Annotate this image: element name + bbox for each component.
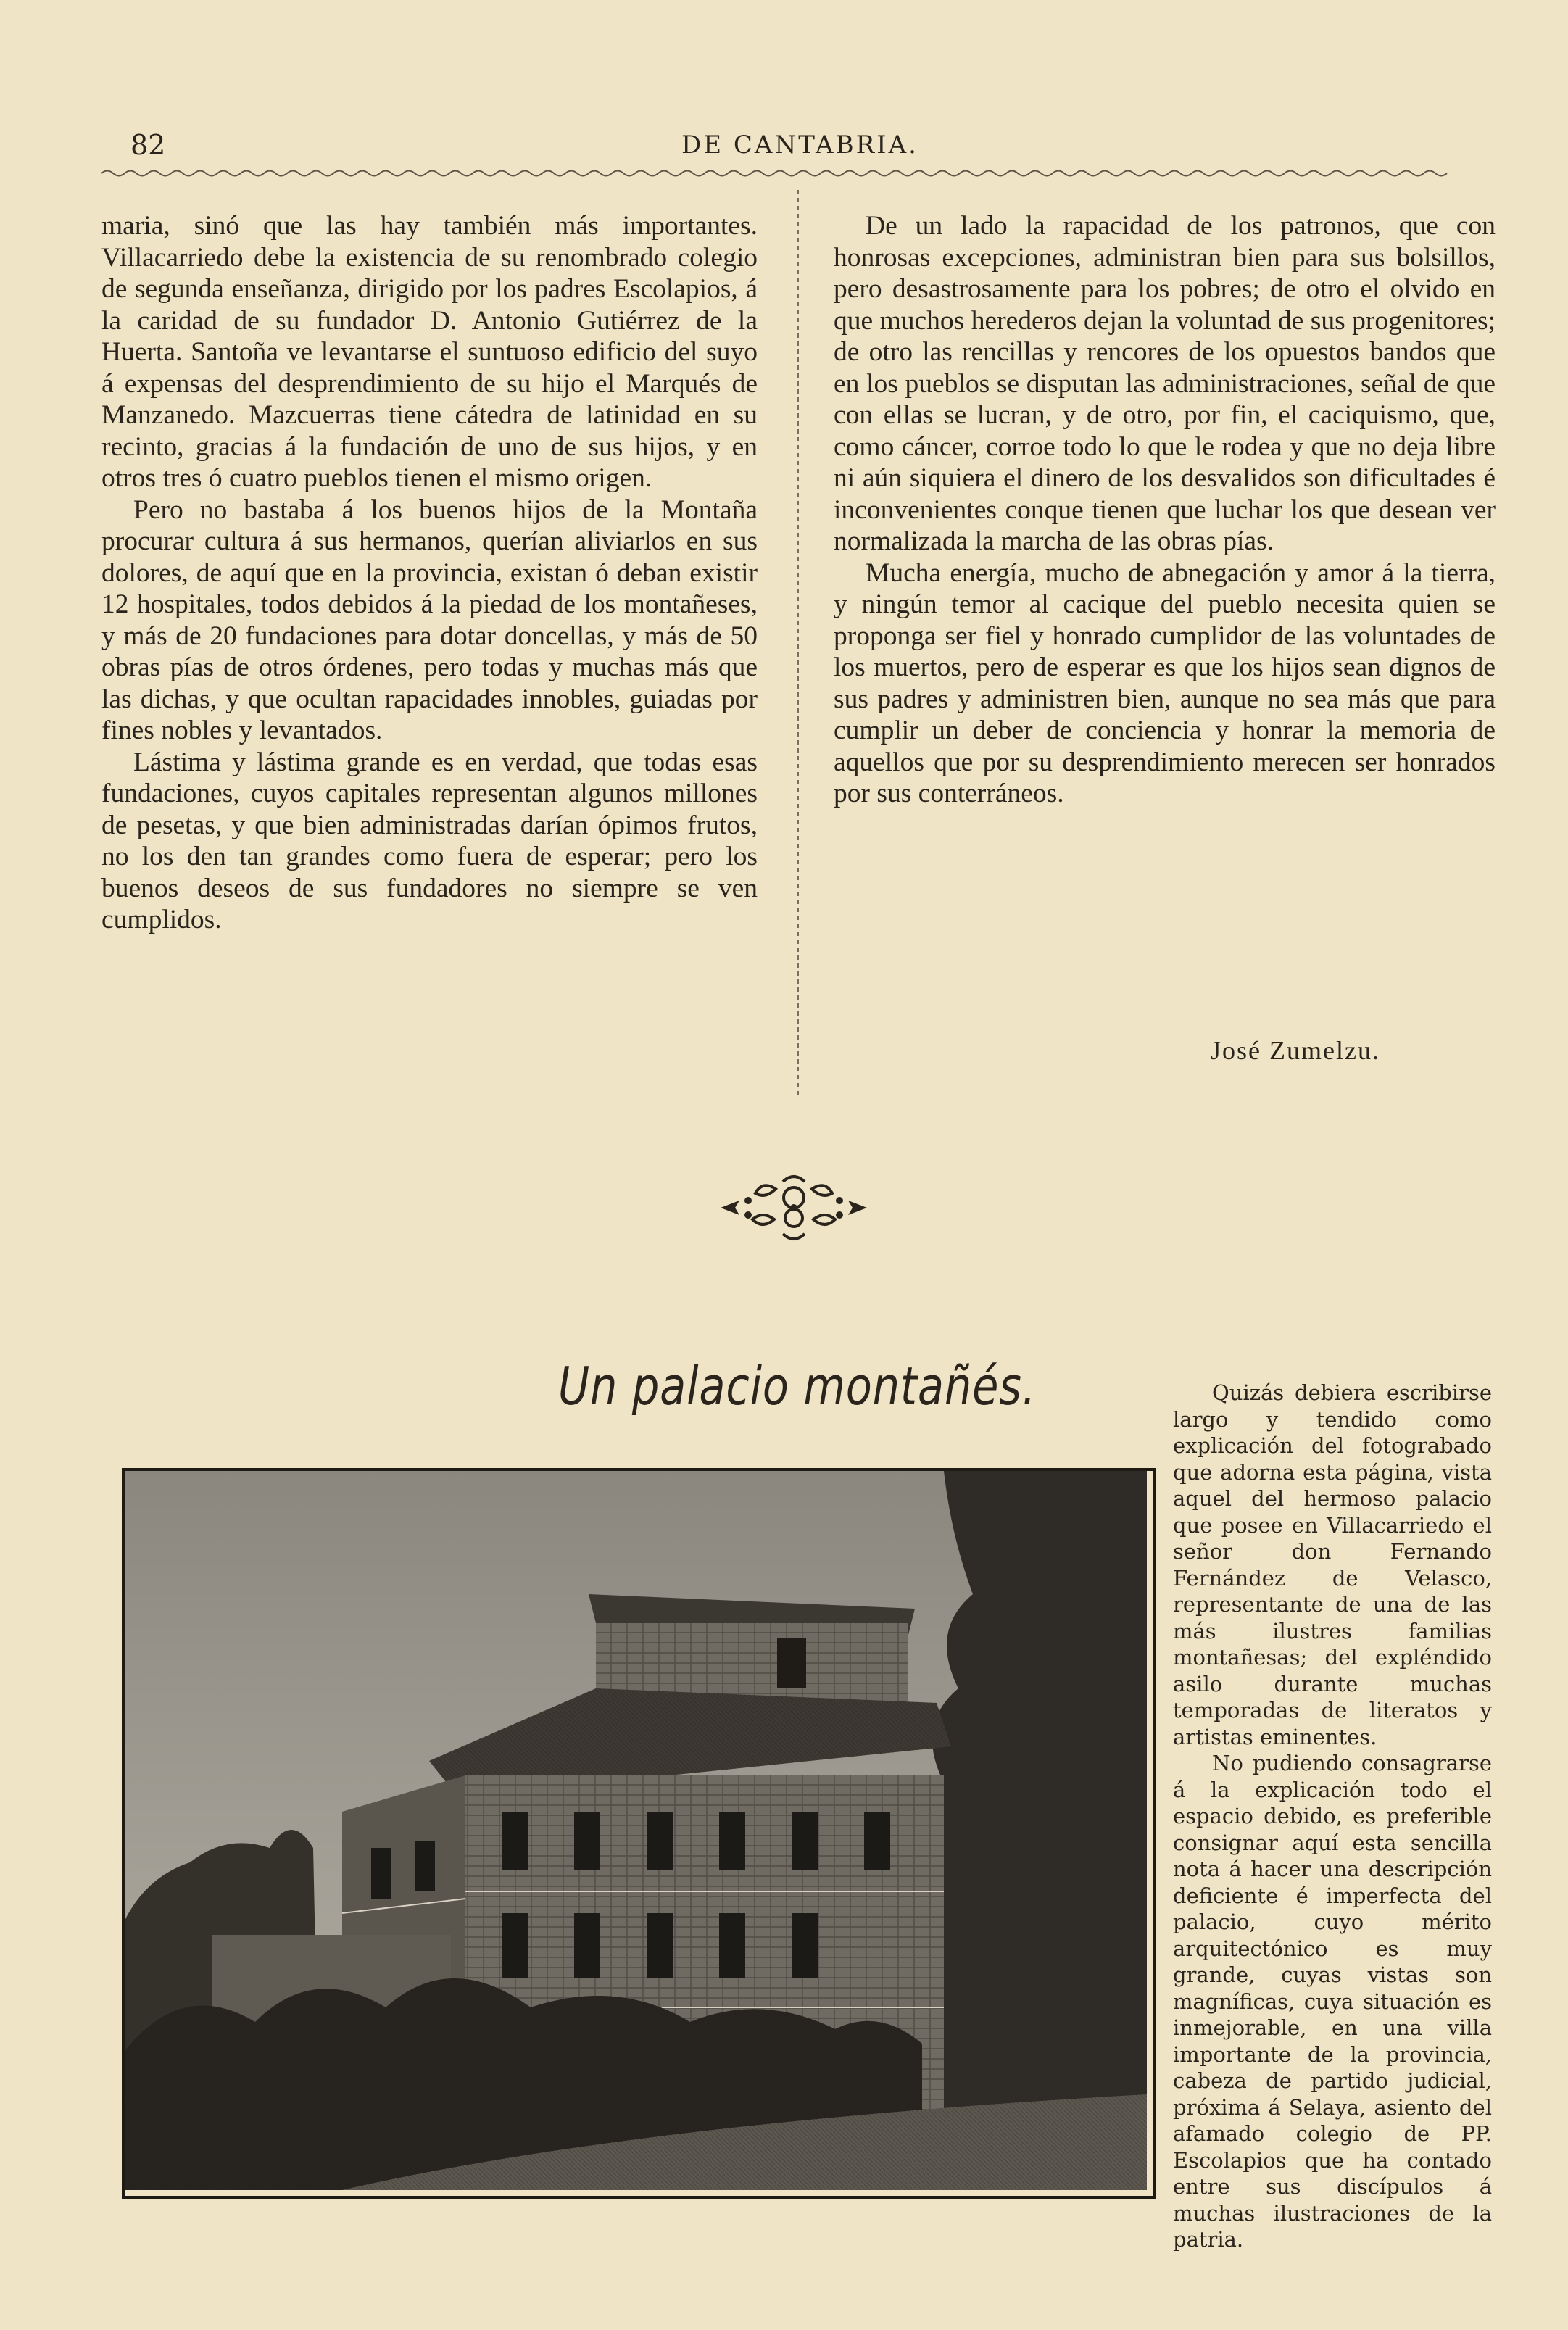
- header-wavy-rule: [101, 168, 1501, 178]
- right-column: [834, 210, 1496, 810]
- left-paragraph-3: Lástima y lástima grande es en verdad, que todas esas fundaciones, cuyos capitales representan algunos millones de pesetas, y que bien administradas darían ópimos frutos, no los den tan grandes como fuera de esperar; pero los buenos deseos de sus fundadores no siempre se ven cumplidos.: [101, 747, 758, 934]
- palace-engraving-image: [125, 1471, 1147, 2190]
- right-paragraph-1: De un lado la rapacidad de los patronos, que con honrosas excepciones, administran bien para sus bolsillos, pero desastrosamente para los pobres; de otro el olvido en que muchos herederos dejan la voluntad de sus progenitores; de otro las rencillas y rencores de los opuestos bandos que en los pueblos se disputan las administraciones, señal de que con ellas se lucran, y de otro, por fin, el caciquismo, que, como cáncer, corroe todo lo que le rodea y que no deja libre ni aún siquiera el dinero de los desvalidos son dificultades é inconvenientes conque tienen que luchar los que desean ver normalizada la marcha de las obras pías.: [834, 211, 1496, 556]
- left-column: [101, 210, 758, 936]
- caption-paragraph-1: Quizás debiera escribirse largo y tendido como explicación del fotograbado que adorna esta página, vista aquel del hermoso palacio que posee en Villacarriedo el señor don Fernando Fernández de Velasco, representante de una de las más ilustres familias montañesas; del expléndido asilo durante muchas temporadas de literatos y artistas eminentes.: [1173, 1380, 1492, 1749]
- article-title: Un palacio montañés.: [558, 1356, 1037, 1417]
- photo-caption-text: [1173, 1380, 1492, 2253]
- running-title: DE CANTABRIA.: [681, 130, 918, 159]
- left-paragraph-1: maria, sinó que las hay también más importantes. Villacarriedo debe la existencia de su renombrado colegio de segunda enseñanza, dirigido por los padres Escolapios, á la caridad de su fundador D. Antonio Gutiérrez de la Huerta. Santoña ve levantarse el suntuoso edificio del suyo á expensas del desprendimiento de su hijo el Marqués de Manzanedo. Mazcuerras tiene cátedra de latinidad en su recinto, gracias á la fundación de uno de sus hijos, y en otros tres ó cuatro pueblos tienen el mismo origen.: [101, 211, 758, 493]
- caption-paragraph-2: No pudiendo consagrarse á la explicación todo el espacio debido, es preferible consignar aquí esta sencilla nota á hacer una descripción deficiente é imperfecta del palacio, cuyo mérito arquitectónico es muy grande, cuyas vistas son magníficas, cuya situación es inmejorable, en una villa importante de la provincia, cabeza de partido judicial, próxima á Selaya, asiento del afamado colegio de PP. Escolapios que ha contado entre sus discípulos á muchas ilustraciones de la patria.: [1173, 1751, 1492, 2252]
- fleuron-ornament-icon: [718, 1167, 870, 1247]
- right-paragraph-2: Mucha energía, mucho de abnegación y amor á la tierra, y ningún temor al cacique del pueblo necesita quien se proponga ser fiel y honrado cumplidor de las voluntades de los muertos, pero de esperar es que los hijos sean dignos de sus padres y administren bien, aunque no sea más que para cumplir un deber de conciencia y honrar la memoria de aquellos que por su desprendimiento merecen ser honrados por sus conterráneos.: [834, 557, 1496, 808]
- page-number: 82: [130, 129, 166, 161]
- author-signature: José Zumelzu.: [1211, 1036, 1380, 1065]
- left-paragraph-2: Pero no bastaba á los buenos hijos de la Montaña procurar cultura á sus hermanos, querían aliviarlos en sus dolores, de aquí que en la provincia, existan ó deban existir 12 hospitales, todos debidos á la piedad de los montañeses, y más de 20 fundaciones para dotar doncellas, y más de 50 obras pías de otros órdenes, pero todas y muchas más que las dichas, y que ocultan rapacidades innobles, guiadas por fines nobles y levantados.: [101, 494, 758, 745]
- column-divider: [797, 190, 799, 1096]
- palace-photograph: [122, 1468, 1156, 2199]
